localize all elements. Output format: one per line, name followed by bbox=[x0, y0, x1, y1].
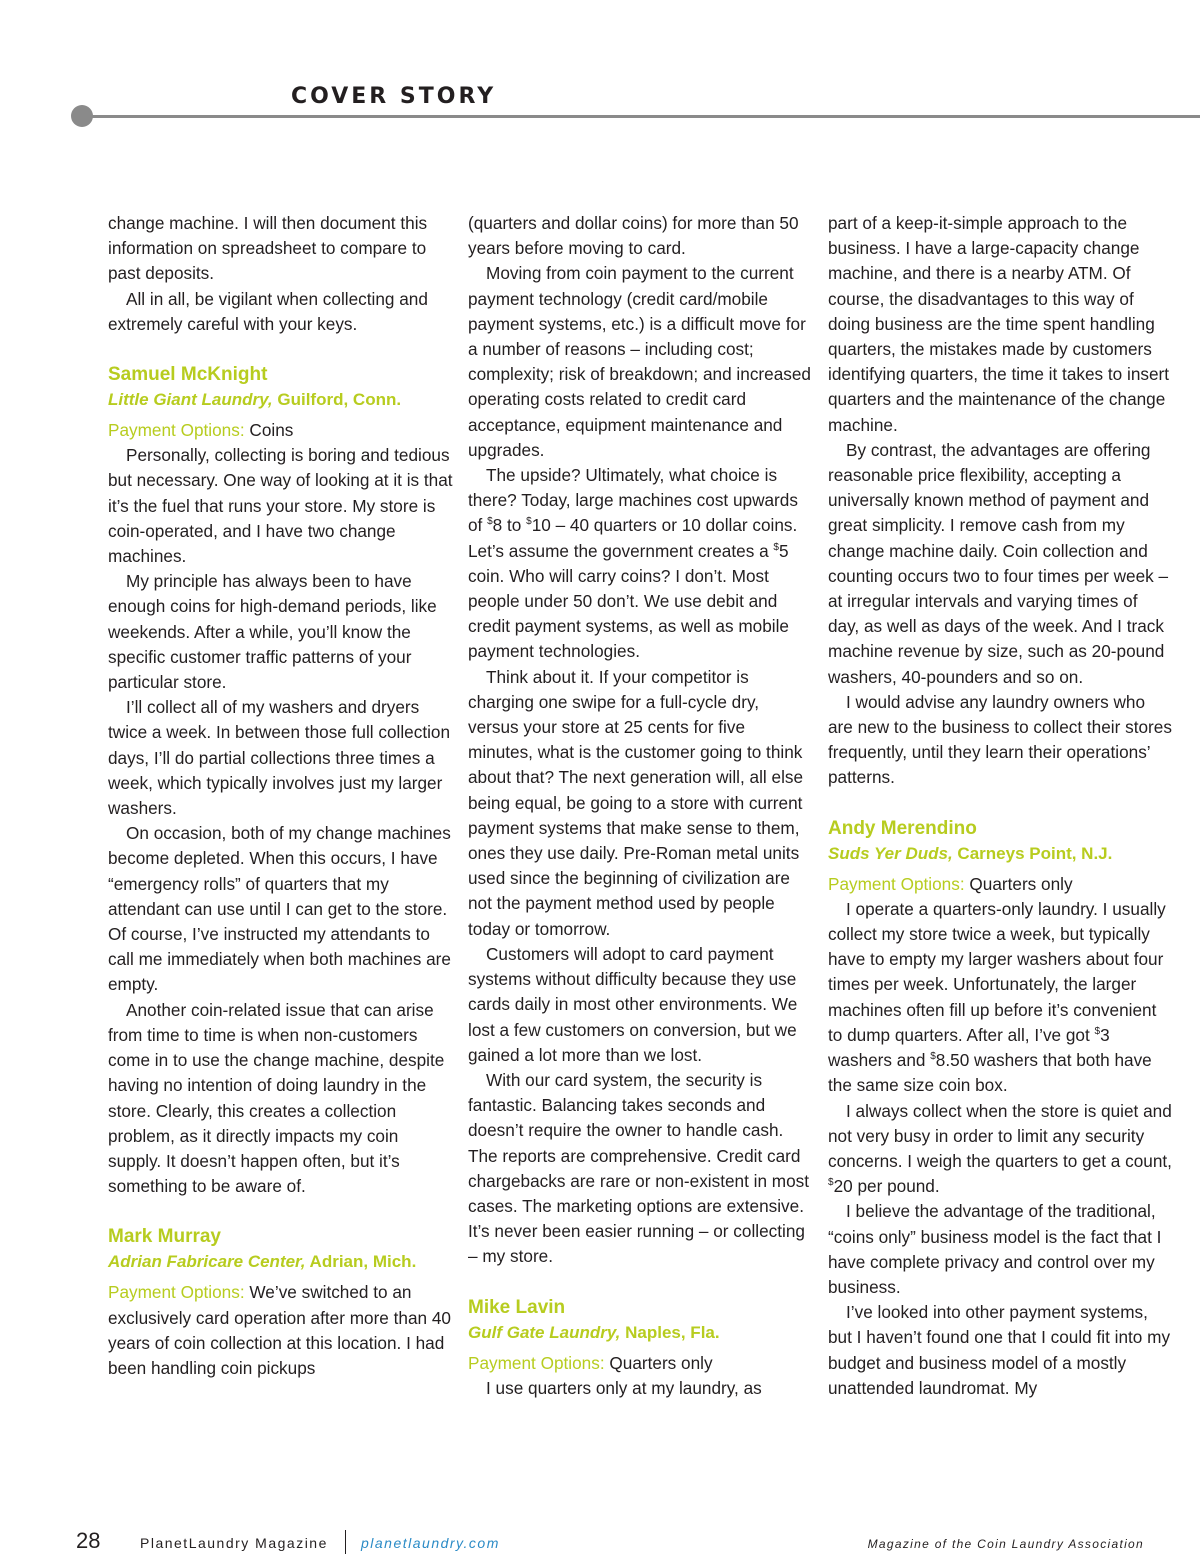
paragraph: (quarters and dollar coins) for more than 50 years before moving to card. bbox=[468, 213, 799, 259]
payment-options-label: Payment Options: bbox=[108, 420, 245, 441]
paragraph: With our card system, the security is fantastic. Balancing takes seconds and doesn’t require the owner to handle cash. The reports are comprehensive. Credit card chargebacks are rare or non-existent in most cases. The marketing options are extensive. It’s never been easier running – or collecting – my store. bbox=[468, 1069, 810, 1267]
column-1 bbox=[108, 211, 453, 1381]
business-location: Guilford, Conn. bbox=[272, 390, 402, 410]
paragraph: change machine. I will then document this information on spreadsheet to compare to past deposits. bbox=[108, 213, 428, 284]
paragraph: Moving from coin payment to the current payment technology (credit card/mobile payment systems, etc.) is a difficult move for a number of reasons – including cost; complexity; risk of breakdown; and increased operating costs related to credit card acceptance, equipment maintenance and upgrades. bbox=[468, 263, 811, 460]
page-number: 28 bbox=[76, 1528, 101, 1553]
dollar-sign: $ bbox=[487, 516, 493, 528]
dollar-sign: $ bbox=[930, 1051, 936, 1063]
paragraph: part of a keep-it-simple approach to the business. I have a large-capacity change machine, and there is a nearby ATM. Of course, the disadvantages to this way of doing business are the time spent handling quarters, the mistakes made by customers identifying quarters, the time it takes to insert quarters and the maintenance of the change machine. bbox=[828, 213, 1170, 435]
business-location: Carneys Point, N.J. bbox=[952, 843, 1113, 863]
business-name: Adrian Fabricare Center, bbox=[108, 1252, 306, 1272]
paragraph: Customers will adopt to card payment systems without difficulty because they use cards daily in most other environments. We lost a few customers on conversion, but we gained a lot more than we lost. bbox=[468, 943, 798, 1065]
page-footer bbox=[0, 1528, 1200, 1556]
paragraph: I believe the advantage of the traditional, “coins only” business model is the fact that I have complete privacy and control over my business. bbox=[828, 1201, 1162, 1297]
dollar-sign: $ bbox=[526, 516, 532, 528]
paragraph: Another coin-related issue that can arise from time to time is when non-customers come in to use the change machine, despite having no intention of doing laundry in the store. Clearly, this creates a collection problem, as it directly impacts my coin supply. It doesn’t happen often, but it’s something to be aware of. bbox=[108, 999, 445, 1197]
paragraph: I’ll collect all of my washers and dryers twice a week. In between those full collection days, I’ll do partial collections three times a week, which typically involves just my larger washers. bbox=[108, 697, 451, 819]
payment-options-value: Coins bbox=[244, 420, 294, 441]
column-2 bbox=[468, 211, 813, 1401]
profile-name: Mike Lavin bbox=[468, 1296, 566, 1318]
text-run: The upside? Ultimately, what choice is there? Today, large machines cost upwards of bbox=[468, 465, 798, 536]
paragraph: I’ve looked into other payment systems, but I haven’t found one that I could fit into my budget and business model of a mostly unattended laundromat. My bbox=[828, 1302, 1171, 1398]
footer-divider bbox=[345, 1530, 346, 1554]
business-name: Little Giant Laundry, bbox=[108, 390, 273, 410]
paragraph bbox=[468, 463, 813, 665]
column-3 bbox=[828, 211, 1173, 1401]
dollar-sign: $ bbox=[773, 541, 779, 553]
paragraph: My principle has always been to have enough coins for high-demand periods, like weekends. After a while, you’ll know the specific customer traffic patterns of your particular store. bbox=[108, 571, 437, 693]
profile-business bbox=[828, 842, 1173, 866]
dollar-sign: $ bbox=[828, 1177, 834, 1189]
magazine-name: PlanetLaundry Magazine bbox=[140, 1535, 328, 1551]
paragraph: Think about it. If your competitor is charging one swipe for a full-cycle dry, versus your store at 25 cents for five minutes, what is the customer going to think about that? The next generation will, all else being equal, be going to a store with current payment systems that make sense to them, ones they use daily. Pre-Roman metal units used since the beginning of civilization are not the payment method used by people today or tomorrow. bbox=[468, 666, 804, 939]
header-rule bbox=[80, 115, 1200, 118]
profile-name: Andy Merendino bbox=[828, 817, 977, 839]
text-run: 10 – 40 quarters or 10 dollar coins. Let’s assume the government creates a bbox=[468, 515, 798, 561]
text-run: 5 coin. Who will carry coins? I don’t. Most people under 50 don’t. We use debit and credit payment systems, as well as mobile payment technologies. bbox=[468, 540, 789, 662]
section-label: COVER STORY bbox=[291, 84, 497, 109]
paragraph: On occasion, both of my change machines become depleted. When this occurs, I have “emergency rolls” of quarters that my attendant can use until I can get to the store. Of course, I’ve instructed my attendants to call me immediately when both machines are empty. bbox=[108, 823, 451, 995]
dollar-sign: $ bbox=[1094, 1025, 1101, 1037]
payment-options-value: Quarters only bbox=[604, 1352, 713, 1373]
paragraph bbox=[828, 1099, 1173, 1200]
text-run: 8.50 washers that both have the same size coin box. bbox=[828, 1050, 1152, 1096]
paragraph: I would advise any laundry owners who are new to the business to collect their stores frequently, until they learn their operations’ patterns. bbox=[828, 691, 1172, 788]
paragraph bbox=[828, 897, 1173, 1099]
payment-options-value: We’ve switched to an exclusively card operation after more than 40 years of coin collection at this location. I had been handling coin pickups bbox=[108, 1282, 451, 1378]
paragraph: Personally, collecting is boring and tedious but necessary. One way of looking at it is that it’s the fuel that runs your store. My store is coin-operated, and I have two change machines. bbox=[108, 445, 453, 567]
business-name: Suds Yer Duds, bbox=[828, 843, 953, 863]
business-name: Gulf Gate Laundry, bbox=[468, 1322, 621, 1342]
profile-name: Mark Murray bbox=[108, 1226, 221, 1248]
website-link[interactable]: planetlaundry.com bbox=[361, 1535, 500, 1551]
profile-name: Samuel McKnight bbox=[108, 364, 268, 386]
payment-options-label: Payment Options: bbox=[108, 1282, 245, 1303]
payment-options bbox=[108, 418, 453, 443]
text-run: 20 per pound. bbox=[833, 1176, 940, 1197]
payment-options bbox=[828, 872, 1173, 897]
profile-business bbox=[468, 1321, 813, 1345]
business-location: Adrian, Mich. bbox=[305, 1252, 417, 1272]
paragraph: I use quarters only at my laundry, as bbox=[486, 1377, 762, 1398]
magazine-tagline: Magazine of the Coin Laundry Association bbox=[867, 1537, 1144, 1551]
paragraph: By contrast, the advantages are offering reasonable price flexibility, accepting a universally known method of payment and great simplicity. I remove cash from my change machine daily. Coin collection and counting occurs two to four times per week – at irregular intervals and varying times of day, as well as days of the week. And I track machine revenue by size, such as 20-pound washers, 40-pounders and so on. bbox=[828, 439, 1169, 687]
profile-business bbox=[108, 388, 453, 412]
business-location: Naples, Fla. bbox=[620, 1322, 720, 1342]
payment-options-value: Quarters only bbox=[964, 873, 1073, 894]
paragraph: All in all, be vigilant when collecting and extremely careful with your keys. bbox=[108, 288, 428, 334]
text-run: I always collect when the store is quiet and not very busy in order to limit any security concerns. I weigh the quarters to get a count, bbox=[828, 1100, 1172, 1171]
payment-options-label: Payment Options: bbox=[828, 873, 965, 894]
payment-options bbox=[468, 1351, 813, 1376]
payment-options bbox=[108, 1280, 453, 1381]
payment-options-label: Payment Options: bbox=[468, 1352, 605, 1373]
text-run: I operate a quarters-only laundry. I usually collect my store twice a week, but typically have to empty my larger washers about four times per week. Unfortunately, the larger machines often fill up before it’s convenient to dump quarters. After all, I’ve got bbox=[828, 898, 1166, 1045]
text-run: 3 washers and bbox=[828, 1024, 1110, 1071]
header-dot bbox=[71, 105, 93, 127]
profile-business bbox=[108, 1250, 453, 1274]
text-run: 8 to bbox=[492, 515, 527, 536]
